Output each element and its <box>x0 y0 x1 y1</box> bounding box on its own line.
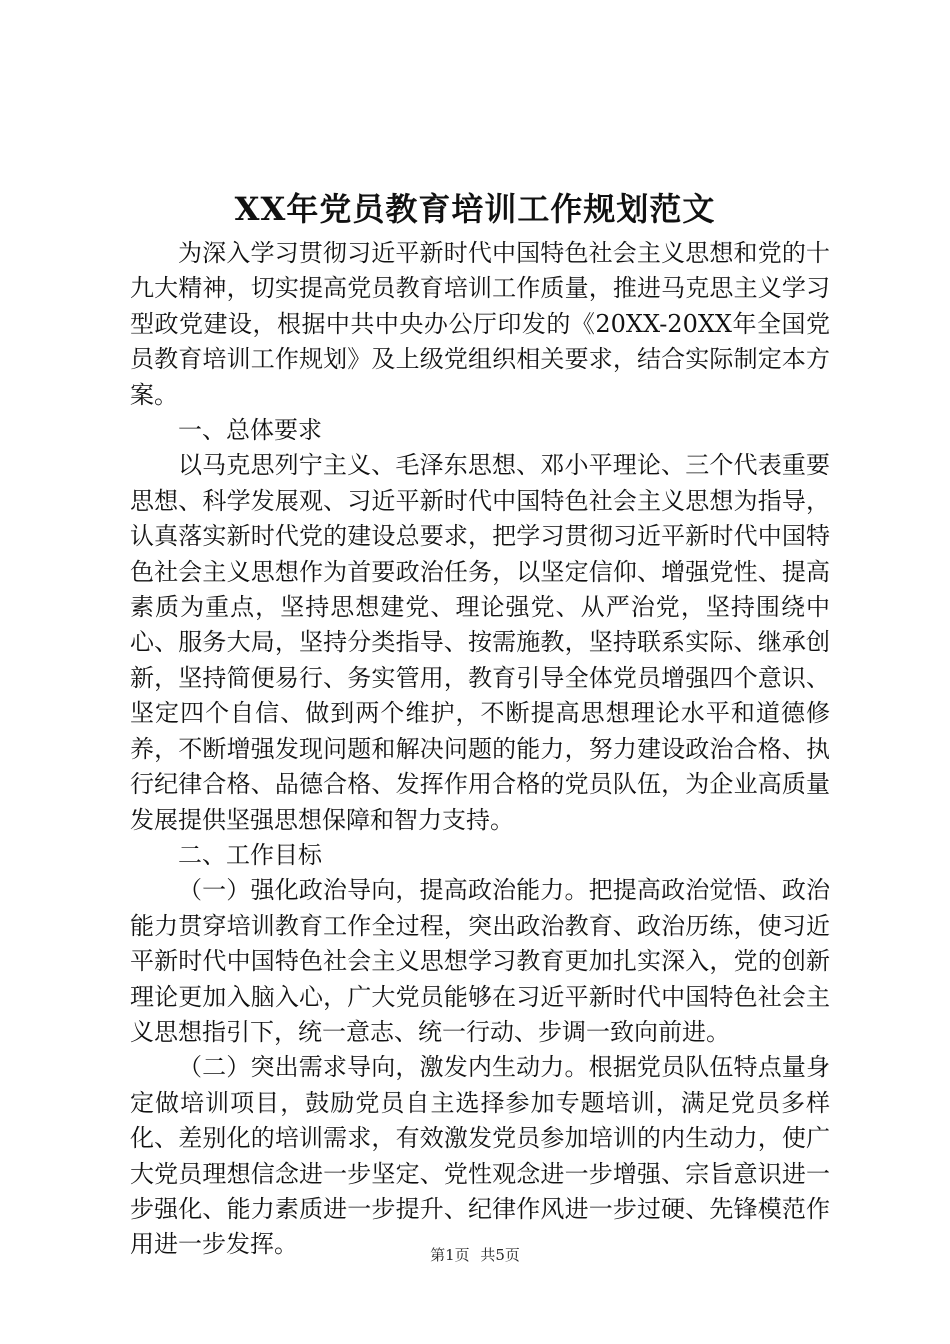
page-total: 共5页 <box>480 1246 520 1264</box>
document-body <box>130 236 830 1263</box>
page-footer <box>0 1244 950 1266</box>
work-goal-paragraph-2: （二）突出需求导向，激发内生动力。根据党员队伍特点量身定做培训项目，鼓励党员自主选择参加专题培训，满足党员多样化、差别化的培训需求，有效激发党员参加培训的内生动力，使广大党员理想信念进一步坚定、党性观念进一步增强、宗旨意识进一步强化、能力素质进一步提升、纪律作风进一步过硬、先锋模范作用进一步发挥。 <box>130 1053 830 1259</box>
section-heading-work-goals: 二、工作目标 <box>178 840 322 869</box>
page-number: 第1页 <box>430 1246 470 1264</box>
work-goal-paragraph-1: （一）强化政治导向，提高政治能力。把提高政治觉悟、政治能力贯穿培训教育工作全过程，突出政治教育、政治历练，使习近平新时代中国特色社会主义思想学习教育更加扎实深入，党的创新理论更加入脑入心，广大党员能够在习近平新时代中国特色社会主义思想指引下，统一意志、统一行动、步调一致向前进。 <box>130 876 830 1046</box>
section-heading-general-requirements: 一、总体要求 <box>178 416 322 445</box>
document-title: XX年党员教育培训工作规划范文 <box>234 190 716 228</box>
intro-paragraph: 为深入学习贯彻习近平新时代中国特色社会主义思想和党的十九大精神，切实提高党员教育培训工作质量，推进马克思主义学习型政党建设，根据中共中央办公厅印发的《20XX-20XX年全国党员教育培训工作规划》及上级党组织相关要求，结合实际制定本方案。 <box>130 239 830 409</box>
general-requirements-paragraph: 以马克思列宁主义、毛泽东思想、邓小平理论、三个代表重要思想、科学发展观、习近平新时代中国特色社会主义思想为指导，认真落实新时代党的建设总要求，把学习贯彻习近平新时代中国特色社会主义思想作为首要政治任务，以坚定信仰、增强党性、提高素质为重点，坚持思想建党、理论强党、从严治党，坚持围绕中心、服务大局，坚持分类指导、按需施教，坚持联系实际、继承创新，坚持简便易行、务实管用，教育引导全体党员增强四个意识、坚定四个自信、做到两个维护，不断提高思想理论水平和道德修养，不断增强发现问题和解决问题的能力，努力建设政治合格、执行纪律合格、品德合格、发挥作用合格的党员队伍，为企业高质量发展提供坚强思想保障和智力支持。 <box>130 451 830 834</box>
